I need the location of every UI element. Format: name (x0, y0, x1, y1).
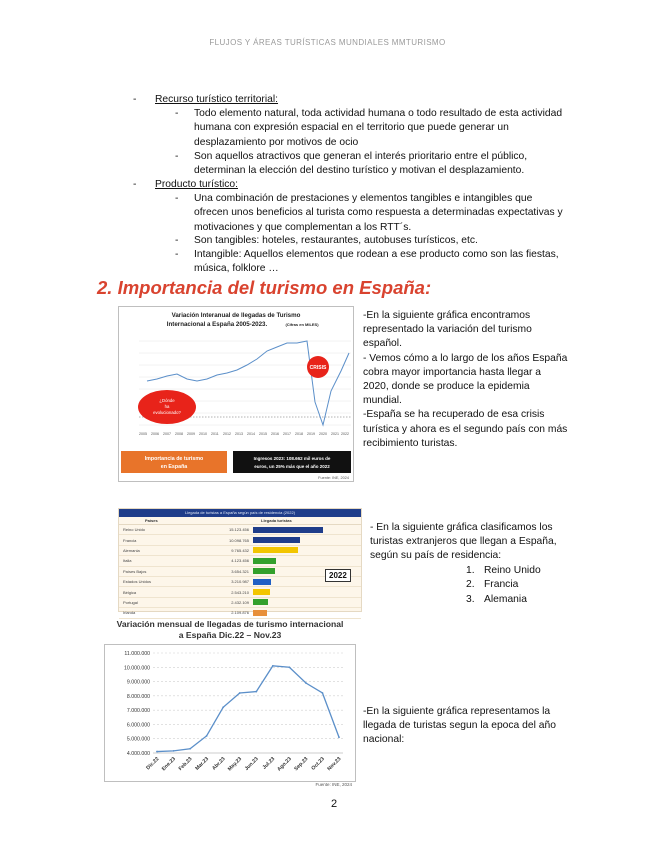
data-point (338, 736, 340, 738)
definition-item (194, 192, 594, 235)
data-point (222, 706, 224, 708)
data-point (206, 735, 208, 737)
text-line: llegada de turistas segun la epoca del año (363, 720, 556, 732)
data-point (173, 750, 175, 752)
svg-text:2007: 2007 (163, 432, 171, 436)
text-line: Una combinación de prestaciones y elementos tangibles e intangibles que (194, 193, 533, 204)
country-row (119, 556, 361, 566)
definition-item (194, 107, 594, 150)
text-line: -En la siguiente gráfica encontramos (363, 310, 531, 321)
x-tick-label: Jun.23 (243, 756, 260, 773)
country-bar (253, 568, 275, 574)
term-producto: Producto turístico: (155, 179, 238, 190)
section-title: 2. Importancia del turismo en España: (97, 277, 432, 298)
text-line: Intangible: Aquellos elementos que rodean a ese producto como son las fiestas, (194, 249, 559, 260)
svg-text:2015: 2015 (259, 432, 267, 436)
bullet: - (133, 94, 137, 105)
bubble-line3: evolucionado? (153, 410, 181, 415)
term-recurso: Recurso turístico territorial: (155, 94, 279, 105)
country-bar (253, 589, 270, 595)
text-line: -España se ha recuperado de esa crisis (363, 409, 545, 421)
running-header: FLUJOS Y ÁREAS TURÍSTICAS MUNDIALES MMTURISMO (209, 38, 446, 47)
monthly-chart-svg (105, 645, 355, 781)
y-tick-label: 7.000.000 (126, 708, 150, 715)
text-line: Son aquellos atractivos que generan el interés prioritario entre el público, (194, 151, 528, 162)
country-row (119, 535, 361, 545)
crisis-label: CRISIS (309, 365, 327, 371)
svg-text:2011: 2011 (211, 432, 219, 436)
country-bar (253, 579, 271, 585)
bubble-line2: ha (164, 404, 170, 409)
svg-text:2021: 2021 (331, 432, 339, 436)
black-label-box (233, 451, 351, 473)
country-table-header: Llegada de turistas a España según país de residencia (2022) (119, 509, 361, 517)
svg-text:2010: 2010 (199, 432, 207, 436)
bullet: - (175, 108, 179, 119)
y-tick-label: 8.000.000 (126, 693, 150, 700)
bubble-line1: ¿Dónde (159, 398, 175, 403)
country-value: 2.432.109 (231, 599, 249, 605)
country-bar (253, 558, 276, 564)
ranking-list (466, 564, 541, 607)
text-line: humana con expresión espacial en el territorio que puede generar un (194, 122, 509, 134)
country-name: Países Bajos (123, 568, 147, 574)
y-tick-label: 10.000.000 (124, 665, 150, 672)
black-label-line1: Ingresos 2023: 108.662 mil euros de (253, 456, 331, 461)
svg-text:2020: 2020 (319, 432, 327, 436)
data-point (239, 692, 241, 694)
text-line: motivaciones y que complementan a los RTT´s. (194, 221, 412, 233)
country-value: 15.123.456 (228, 527, 249, 533)
country-row (119, 598, 361, 608)
country-bar (253, 599, 268, 605)
text-line: nacional: (363, 734, 405, 746)
x-tick-label: Dic.22 (145, 756, 161, 772)
text-line: representado la variación del turismo (363, 324, 532, 336)
data-point (322, 692, 324, 694)
x-tick-label: Ago.23 (276, 756, 293, 773)
monthly-chart (104, 619, 356, 789)
country-name: Alemania (123, 547, 140, 553)
text-line: turística y ahora es el segundo país con más (363, 423, 568, 435)
text-line: música, folklore … (194, 263, 279, 275)
x-tick-label: Ene.23 (160, 756, 177, 773)
country-name: Portugal (123, 599, 138, 605)
orange-label-line2: en España (160, 464, 188, 470)
y-tick-label: 6.000.000 (126, 722, 150, 729)
chart1-description (363, 309, 598, 451)
data-point (255, 691, 257, 693)
bullet: - (175, 235, 179, 246)
country-name: Francia (123, 537, 137, 543)
ranking-item: 1. Reino Unido (466, 565, 541, 576)
svg-text:2016: 2016 (271, 432, 279, 436)
text-line: español. (363, 338, 402, 350)
country-name: Irlanda (123, 610, 136, 616)
chart2-description (370, 521, 610, 564)
country-value: 2.109.876 (231, 610, 249, 616)
svg-text:2019: 2019 (307, 432, 315, 436)
text-line: según su país de residencia: (370, 550, 502, 562)
x-tick-label: May.23 (226, 756, 244, 773)
bullet: - (175, 249, 179, 260)
chart1-title-note: (Cifras en MILES) (285, 322, 319, 327)
data-point (305, 682, 307, 684)
orange-label-line1: Importancia de turismo (144, 456, 204, 462)
x-axis-years (139, 432, 349, 436)
text-line: -En la siguiente gráfica representamos la (363, 706, 551, 717)
country-table-col-headers (119, 517, 361, 525)
chart1-source: Fuente: INE, 2024 (318, 476, 349, 480)
chart1-title-line1: Variación Interanual de llegadas de Turismo (171, 312, 301, 319)
text-line: desplazamiento por motivos de ocio (194, 136, 359, 148)
x-tick-label: Oct.23 (310, 756, 326, 772)
black-label-line2: euros, un 25% más que el año 2022 (254, 464, 330, 469)
col-country: Países (145, 518, 158, 523)
text-line: cobra mayor importancia hasta llegar a (363, 366, 541, 378)
monthly-chart-source: Fuente: INE, 2024 (315, 782, 352, 787)
col-tourists: Llegada turistas (261, 518, 292, 523)
series-line (157, 666, 339, 752)
country-bar (253, 547, 298, 553)
text-line: Son tangibles: hoteles, restaurantes, autobuses turísticos, etc. (194, 235, 478, 246)
text-line: turistas extranjeros que llegan a España, (370, 536, 557, 548)
country-value: 2.543.210 (231, 589, 249, 595)
country-table (118, 508, 362, 616)
country-row (119, 546, 361, 556)
svg-text:2014: 2014 (247, 432, 255, 436)
data-point (189, 748, 191, 750)
y-tick-label: 5.000.000 (126, 736, 150, 743)
x-tick-label: Mar.23 (194, 756, 211, 772)
svg-text:2017: 2017 (283, 432, 291, 436)
x-tick-label: Nov.23 (326, 756, 343, 773)
svg-text:2005: 2005 (139, 432, 147, 436)
x-tick-label: Abr.23 (211, 756, 227, 772)
svg-text:2009: 2009 (187, 432, 195, 436)
text-line: recibimiento turistas. (363, 437, 458, 449)
y-tick-label: 9.000.000 (126, 679, 150, 686)
country-row (119, 587, 361, 597)
title-line: Variación mensual de llegadas de turismo internacional (116, 619, 344, 629)
text-line: Todo elemento natural, toda actividad humana o todo resultado de esta actividad (194, 108, 563, 119)
svg-text:2018: 2018 (295, 432, 303, 436)
y-tick-label: 4.000.000 (126, 751, 150, 757)
svg-text:2012: 2012 (223, 432, 231, 436)
svg-text:2022: 2022 (341, 432, 349, 436)
bullet: - (175, 193, 179, 204)
bullet: - (133, 179, 137, 190)
svg-text:2013: 2013 (235, 432, 243, 436)
definition-item (194, 234, 594, 248)
country-bar (253, 610, 267, 616)
x-tick-label: Jul.23 (261, 756, 277, 771)
svg-text:2008: 2008 (175, 432, 183, 436)
title-line: a España Dic.22 – Nov.23 (178, 630, 282, 640)
x-tick-label: Feb.23 (177, 756, 194, 773)
country-value: 3.654.321 (231, 568, 249, 574)
country-row (119, 525, 361, 535)
country-value: 10.098.765 (228, 537, 249, 543)
country-name: Reino Unido (123, 527, 146, 533)
definition-item (194, 150, 594, 179)
bullet: - (175, 151, 179, 162)
data-point (272, 665, 274, 667)
text-line: - Vemos cómo a lo largo de los años España (363, 352, 568, 364)
chart1-title-line2: Internacional a España 2005-2023. (166, 321, 268, 328)
country-name: Estados Unidos (123, 579, 152, 585)
chart3-description (363, 705, 603, 748)
interannual-chart-svg (119, 307, 353, 481)
text-line: 2020, donde se produce la epidemia (363, 381, 530, 393)
year-badge: 2022 (325, 569, 351, 582)
text-line: - En la siguiente gráfica clasificamos los (370, 522, 553, 533)
ranking-item: 2. Francia (466, 579, 519, 591)
country-name: Bélgica (123, 589, 137, 595)
country-value: 4.123.456 (231, 558, 249, 564)
svg-text:2006: 2006 (151, 432, 159, 436)
text-line: determinan la elección del destino turístico y motivan el desplazamiento. (194, 165, 525, 177)
ranking-item: 3. Alemania (466, 593, 527, 605)
y-tick-label: 11.000.000 (124, 651, 150, 657)
text-line: mundial. (363, 395, 402, 407)
country-row (119, 608, 361, 618)
country-bar (253, 537, 300, 543)
country-value: 3.210.987 (231, 579, 249, 585)
data-point (288, 666, 290, 668)
country-name: Italia (123, 558, 132, 564)
country-bar (253, 527, 323, 533)
monthly-chart-title (104, 619, 356, 641)
x-tick-label: Sep.23 (293, 756, 310, 773)
definition-item (194, 248, 594, 277)
interannual-chart (118, 306, 354, 482)
page-number: 2 (331, 798, 338, 810)
monthly-chart-frame (104, 644, 356, 782)
country-value: 9.765.432 (231, 547, 249, 553)
text-line: ofrecen unos beneficios al turista como respuesta a determinadas expectativas y (194, 207, 563, 219)
data-point (156, 751, 158, 753)
